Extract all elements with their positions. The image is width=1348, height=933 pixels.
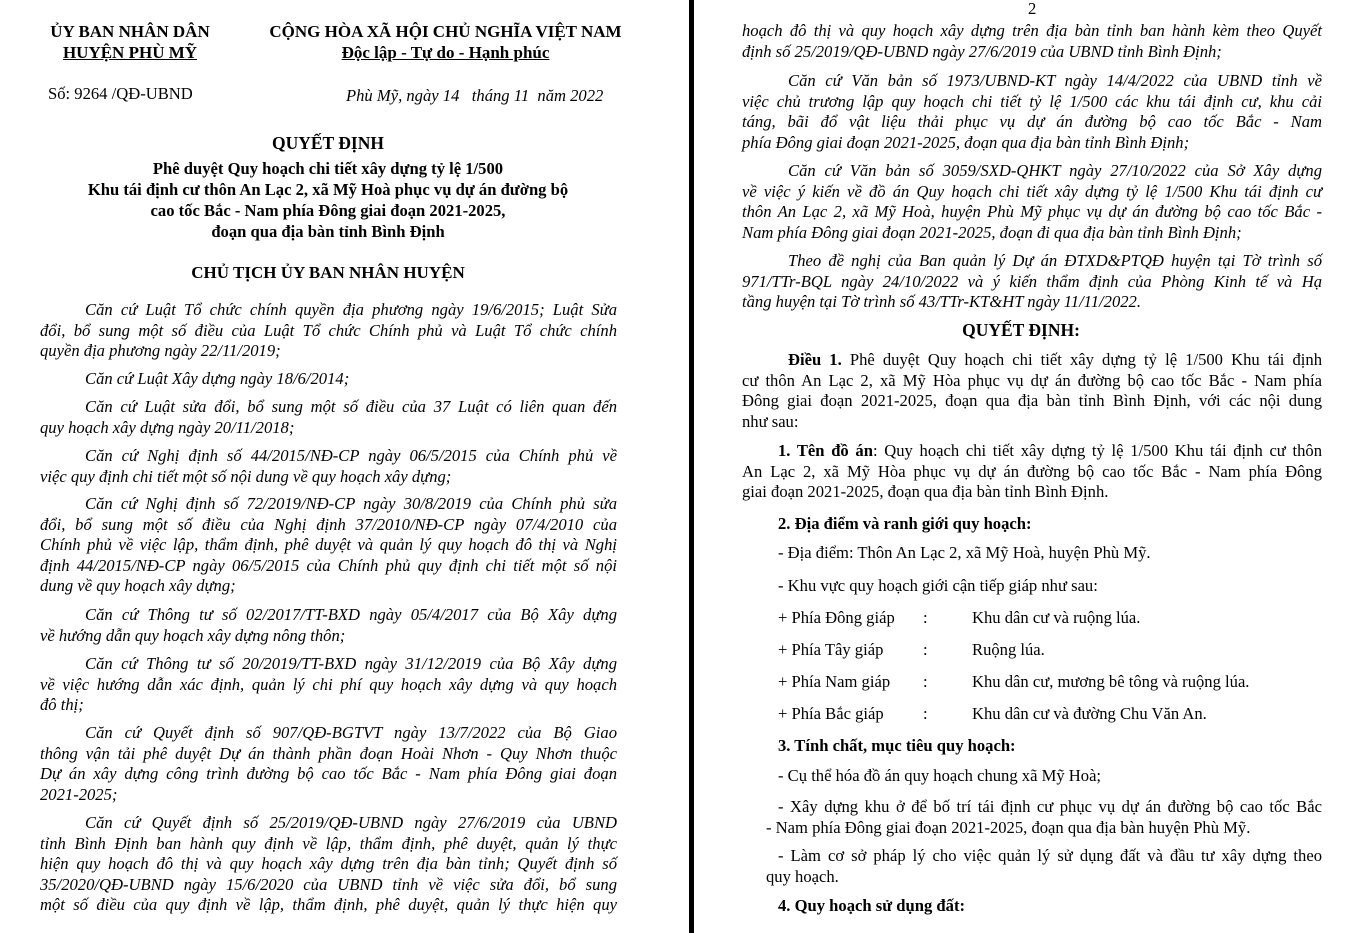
paragraph-line: Căn cứ Luật sửa đổi, bổ sung một số điều của 37 Luật có liên quan đến bbox=[85, 397, 617, 416]
boundary-side: + Phía Đông giáp bbox=[778, 608, 895, 627]
preamble-paragraph bbox=[742, 71, 1322, 153]
paragraph-line: đô thị; bbox=[40, 695, 84, 714]
paragraph-line: Căn cứ Thông tư số 20/2019/TT-BXD ngày 31/12/2019 của Bộ Xây dựng bbox=[85, 654, 617, 673]
paragraph-line: về việc ý kiến về đồ án Quy hoạch chi tiết xây dựng tỷ lệ 1/500 Khu tái định cư bbox=[742, 181, 1322, 201]
objective-2 bbox=[766, 797, 1322, 838]
paragraph-line: - Nam phía Đông giai đoạn 2021-2025, đoạn qua địa bàn huyện Phù Mỹ. bbox=[766, 817, 1251, 837]
preamble-paragraph bbox=[40, 446, 617, 487]
paragraph-line: phía Đông giai đoạn 2021-2025, đoạn qua địa bàn tỉnh Bình Định; bbox=[742, 132, 1190, 152]
paragraph-line: 2021-2025; bbox=[40, 784, 118, 804]
boundary-side: + Phía Tây giáp bbox=[778, 640, 884, 659]
paragraph-line: Nam phía Đông giai đoạn 2021-2025, đoạn đi qua địa bàn tỉnh Bình Định; bbox=[742, 222, 1242, 242]
item-4-heading: 4. Quy hoạch sử dụng đất: bbox=[778, 896, 966, 915]
paragraph-line: tầng huyện tại Tờ trình số 43/TTr-KT&HT ngày 11/11/2022. bbox=[742, 292, 1141, 311]
paragraph-line: Căn cứ Nghị định số 44/2015/NĐ-CP ngày 06/5/2015 của Chính phủ về bbox=[85, 446, 617, 465]
subtitle-line: Khu tái định cư thôn An Lạc 2, xã Mỹ Hoà phục vụ dự án đường bộ bbox=[87, 180, 569, 199]
paragraph-line: An Lạc 2, xã Mỹ Hòa phục vụ dự án đường bộ cao tốc Bắc - Nam phía Đông bbox=[742, 461, 1322, 481]
paragraph-line: về hướng dẫn quy hoạch xây dựng nông thôn; bbox=[40, 625, 346, 645]
nation-line-1: CỘNG HÒA XÃ HỘI CHỦ NGHĨA VIỆT NAM bbox=[269, 22, 622, 41]
boundary-side: + Phía Nam giáp bbox=[778, 672, 891, 691]
boundary-description: Khu dân cư và đường Chu Văn An. bbox=[972, 704, 1207, 723]
preamble-paragraph bbox=[40, 300, 617, 362]
preamble-paragraph bbox=[40, 494, 617, 597]
subtitle-line: Phê duyệt Quy hoạch chi tiết xây dựng tỷ lệ 1/500 bbox=[152, 159, 504, 178]
document-title: QUYẾT ĐỊNH bbox=[272, 133, 384, 153]
boundary-description: Ruộng lúa. bbox=[972, 640, 1045, 659]
paragraph-line: dung về quy hoạch xây dựng; bbox=[40, 576, 236, 595]
continued-paragraph bbox=[742, 21, 1322, 62]
preamble-paragraph bbox=[40, 654, 617, 716]
boundary-separator: : bbox=[923, 704, 928, 723]
paragraph-line: đổi, bổ sung một số điều của Nghị định 37/2010/NĐ-CP ngày 07/4/2010 của bbox=[40, 514, 617, 534]
paragraph-line: định 44/2015/NĐ-CP ngày 06/5/2015 của Chính phủ quy định chi tiết một số nội bbox=[40, 555, 617, 575]
objective-3 bbox=[766, 846, 1322, 887]
boundary-description: Khu dân cư và ruộng lúa. bbox=[972, 608, 1141, 627]
preamble-paragraph bbox=[40, 813, 617, 916]
national-motto bbox=[248, 22, 643, 63]
document-number: Số: 9264 /QĐ-UBND bbox=[48, 84, 193, 103]
paragraph-line: - Làm cơ sở pháp lý cho việc quản lý sử dụng đất và đầu tư xây dựng theo bbox=[778, 846, 1322, 865]
paragraph-line: - Xây dựng khu ở để bố trí tái định cư phục vụ dự án đường bộ cao tốc Bắc bbox=[778, 797, 1322, 816]
item-1-project-name bbox=[742, 441, 1322, 503]
paragraph-line: đổi, bổ sung một số điều của Luật Tổ chức Chính phủ và Luật Tổ chức chính bbox=[40, 320, 617, 340]
paragraph-line: Căn cứ Văn bản số 3059/SXD-QHKT ngày 27/10/2022 của Sở Xây dựng bbox=[788, 161, 1322, 180]
article-1 bbox=[742, 350, 1322, 432]
preamble-paragraph bbox=[40, 723, 617, 805]
agency-name bbox=[30, 22, 230, 63]
paragraph-line: Phê duyệt Quy hoạch chi tiết xây dựng tỷ lệ 1/500 Khu tái định bbox=[841, 350, 1322, 369]
subtitle-line: đoạn qua địa bàn tỉnh Bình Định bbox=[211, 222, 445, 241]
paragraph-line: Đông giai đoạn 2021-2025, đoạn qua địa bàn tỉnh Bình Định, với các nội dung bbox=[742, 391, 1322, 410]
boundary-separator: : bbox=[923, 608, 928, 627]
page-number: 2 bbox=[1028, 0, 1037, 18]
preamble-paragraph bbox=[742, 251, 1322, 313]
paragraph-line: quy hoạch xây dựng ngày 20/11/2018; bbox=[40, 417, 295, 437]
paragraph-line: Căn cứ Luật Tổ chức chính quyền địa phương ngày 19/6/2015; Luật Sửa bbox=[85, 300, 617, 319]
document-date: Phù Mỹ, ngày 14 tháng 11 năm 2022 bbox=[346, 86, 604, 105]
item-1-label: 1. Tên đồ án bbox=[778, 441, 873, 460]
paragraph-line: việc chủ trương lập quy hoạch chi tiết tỷ lệ 1/500 các khu tái định cư, khu cải bbox=[742, 91, 1322, 111]
paragraph-line: 971/TTr-BQL ngày 24/10/2022 và ý kiến thẩm định của Phòng Kinh tế và Hạ bbox=[742, 271, 1322, 291]
paragraph-line: : Quy hoạch chi tiết xây dựng tỷ lệ 1/500 Khu tái định cư thôn bbox=[872, 441, 1322, 460]
paragraph-line: Căn cứ Văn bản số 1973/UBND-KT ngày 14/4/2022 của UBND tỉnh về bbox=[788, 71, 1322, 90]
paragraph-line: giai đoạn 2021-2025, đoạn qua địa bàn tỉnh Bình Định. bbox=[742, 482, 1109, 501]
location-text: - Địa điểm: Thôn An Lạc 2, xã Mỹ Hoà, huyện Phù Mỹ. bbox=[778, 543, 1151, 562]
agency-line-1: ỦY BAN NHÂN DÂN bbox=[50, 22, 210, 41]
paragraph-line: Căn cứ Nghị định số 72/2019/NĐ-CP ngày 30/8/2019 của Chính phủ sửa bbox=[85, 494, 617, 513]
agency-line-2 bbox=[30, 43, 230, 63]
paragraph-line: Theo đề nghị của Ban quản lý Dự án ĐTXD&PTQĐ huyện tại Tờ trình số bbox=[788, 251, 1322, 270]
preamble-paragraph bbox=[40, 369, 617, 390]
paragraph-line: Dự án xây dựng công trình đường bộ cao tốc Bắc - Nam phía Đông giai đoạn bbox=[40, 764, 617, 783]
paragraph-line: như sau: bbox=[742, 411, 799, 431]
paragraph-line: tỉnh Bình Định ban hành quy định về lập, thẩm định, phê duyệt, quản lý thực bbox=[40, 833, 617, 853]
paragraph-line: định số 25/2019/QĐ-UBND ngày 27/6/2019 của UBND tỉnh Bình Định; bbox=[742, 41, 1222, 61]
paragraph-line: thông vận tải phê duyệt Dự án thành phần đoạn Hoài Nhơn - Quy Nhơn thuộc bbox=[40, 743, 617, 763]
preamble-paragraph bbox=[40, 397, 617, 438]
boundary-description: Khu dân cư, mương bê tông và ruộng lúa. bbox=[972, 672, 1250, 691]
paragraph-line: hiện quy hoạch đô thị và quy hoạch xây dựng trên địa bàn tỉnh; Quyết định số bbox=[40, 854, 617, 873]
paragraph-line: việc quy định chi tiết một số nội dung về quy hoạch xây dựng; bbox=[40, 466, 452, 486]
preamble-paragraph bbox=[742, 161, 1322, 243]
nation-line-2: Độc lập - Tự do - Hạnh phúc bbox=[341, 43, 550, 62]
issuing-authority: CHỦ TỊCH ỦY BAN NHÂN HUYỆN bbox=[191, 263, 465, 282]
agency-district: HUYỆN PHÙ MỸ bbox=[62, 43, 198, 62]
subtitle-line: cao tốc Bắc - Nam phía Đông giai đoạn 2021-2025, bbox=[150, 201, 506, 220]
paragraph-line: Căn cứ Quyết định số 25/2019/QĐ-UBND ngày 27/6/2019 của UBND bbox=[85, 813, 617, 832]
paragraph-line: Căn cứ Quyết định số 907/QĐ-BGTVT ngày 13/7/2022 của Bộ Giao bbox=[85, 723, 617, 742]
document-subtitle bbox=[0, 158, 656, 242]
paragraph-line: Chính phủ về việc lập, thẩm định, phê duyệt và quản lý quy hoạch đô thị và Nghị bbox=[40, 535, 617, 554]
item-3-heading: 3. Tính chất, mục tiêu quy hoạch: bbox=[778, 736, 1016, 755]
paragraph-line: về việc hướng dẫn xác định, quản lý chi phí quy hoạch xây dựng và quy hoạch bbox=[40, 674, 617, 694]
document-page-right bbox=[694, 0, 1348, 933]
boundary-side: + Phía Bắc giáp bbox=[778, 704, 884, 723]
paragraph-line: một số điều của quy định về lập, thẩm định, phê duyệt, quản lý thực hiện quy bbox=[40, 895, 617, 914]
boundary-separator: : bbox=[923, 640, 928, 659]
paragraph-line: hoạch đô thị và quy hoạch xây dựng trên địa bàn tỉnh ban hành kèm theo Quyết bbox=[742, 21, 1322, 40]
paragraph-line: táng, bãi đổ vật liệu thải phục vụ dự án đường bộ cao tốc Bắc - Nam bbox=[742, 112, 1322, 131]
paragraph-line: cư thôn An Lạc 2, xã Mỹ Hòa phục vụ dự án đường bộ cao tốc Bắc - Nam phía bbox=[742, 370, 1322, 390]
paragraph-line: 35/2020/QĐ-UBND ngày 15/6/2020 của UBND tỉnh về việc sửa đổi, bổ sung bbox=[40, 874, 617, 894]
boundary-separator: : bbox=[923, 672, 928, 691]
paragraph-line: quy hoạch. bbox=[766, 866, 839, 886]
article-1-label: Điều 1. bbox=[788, 350, 842, 369]
paragraph-line: thôn An Lạc 2, xã Mỹ Hoà, huyện Phù Mỹ phục vụ dự án đường bộ cao tốc Bắc - bbox=[742, 202, 1322, 221]
paragraph-line: Căn cứ Thông tư số 02/2017/TT-BXD ngày 05/4/2017 của Bộ Xây dựng bbox=[85, 605, 617, 624]
item-2-heading: 2. Địa điểm và ranh giới quy hoạch: bbox=[778, 514, 1032, 533]
boundary-intro: - Khu vực quy hoạch giới cận tiếp giáp như sau: bbox=[778, 576, 1098, 595]
paragraph-line: quyền địa phương ngày 22/11/2019; bbox=[40, 341, 281, 360]
decision-heading: QUYẾT ĐỊNH: bbox=[962, 320, 1080, 340]
paragraph-line: Căn cứ Luật Xây dựng ngày 18/6/2014; bbox=[85, 369, 350, 388]
objective-1: - Cụ thể hóa đồ án quy hoạch chung xã Mỹ Hoà; bbox=[778, 766, 1102, 785]
preamble-paragraph bbox=[40, 605, 617, 646]
